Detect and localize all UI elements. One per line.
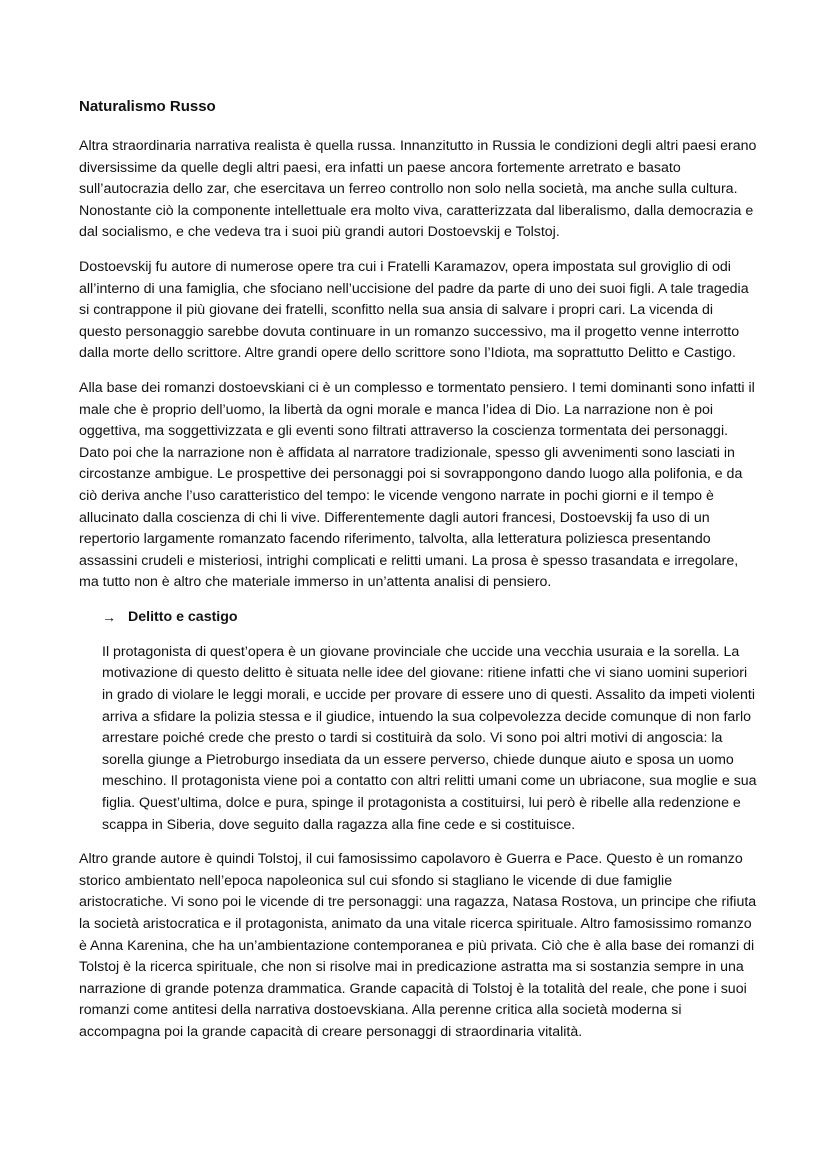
- paragraph-tolstoj: Altro grande autore è quindi Tolstoj, il cui famosissimo capolavoro è Guerra e Pace. Questo è un romanzo storico ambientato nell’epoca napoleonica sul cui sfondo si stagliano le vicende di due famiglie aristocratiche. Vi sono poi le vicende di tre personaggi: una ragazza, Natasa Rostova, un principe che rifiuta la società aristocratica e il protagonista, animato da una vitale ricerca spirituale. Altro famosissimo romanzo è Anna Karenina, che ha un’ambientazione contemporanea e più privata. Ciò che è alla base dei romanzi di Tolstoj è la ricerca spirituale, che non si risolve mai in predicazione astratta ma si sostanzia sempre in una narrazione di grande potenza drammatica. Grande capacità di Tolstoj è la totalità del reale, che pone i suoi romanzi come antitesi della narrativa dostoevskiana. Alla perenne critica alla società moderna si accompagna poi la grande capacità di creare personaggi di straordinaria vitalità.: [79, 851, 757, 1040]
- document-page: [79, 96, 759, 1057]
- paragraph-dostoevskij-themes: Alla base dei romanzi dostoevskiani ci è un complesso e tormentato pensiero. I temi dominanti sono infatti il male che è proprio dell’uomo, la libertà da ogni morale e manca l’idea di Dio. La narrazione non è poi oggettiva, ma soggettivizzata e gli eventi sono filtrati attraverso la coscienza tormentata dei personaggi. Dato poi che la narrazione non è affidata al narratore tradizionale, spesso gli avvenimenti sono lasciati in circostanze ambigue. Le prospettive dei personaggi poi si sovrappongono dando luogo alla polifonia, e da ciò deriva anche l’uso caratteristico del tempo: le vicende vengono narrate in pochi giorni e il tempo è allucinato dalla coscienza di chi li vive. Differentemente dagli autori francesi, Dostoevskij fa uso di un repertorio largamente romanzato facendo riferimento, talvolta, alla letteratura poliziesca presentando assassini crudeli e misteriosi, intrighi complicati e relitti umani. La prosa è spesso trasandata e irregolare, ma tutto non è altro che materiale immerso in un’attenta analisi di pensiero.: [79, 379, 755, 591]
- subsection-title: Delitto e castigo: [128, 608, 238, 625]
- arrow-right-icon: →: [102, 608, 116, 625]
- paragraph-delitto-e-castigo: Il protagonista di quest’opera è un giovane provinciale che uccide una vecchia usuraia e la sorella. La motivazione di questo delitto è situata nelle idee del giovane: ritiene infatti che vi siano uomini superiori in grado di violare le leggi morali, e uccide per provare di essere uno di questi. Assalito da impeti violenti arriva a sfidare la polizia stessa e il giudice, intuendo la sua colpevolezza decide comunque di non farlo arrestare poiché crede che presto o tardi si costituirà da solo. Vi sono poi altri motivi di angoscia: la sorella giunge a Pietroburgo insediata da un essere perverso, chiede dunque aiuto e sposa un uomo meschino. Il protagonista viene poi a contatto con altri relitti umani come un ubriacone, sua moglie e sua figlia. Quest’ultima, dolce e pura, spinge il protagonista a costituirsi, lui però è ribelle alla redenzione e scappa in Siberia, dove seguito dalla ragazza alla fine cede e si costituisce.: [102, 643, 757, 833]
- document-title: Naturalismo Russo: [79, 98, 216, 115]
- paragraph-intro: Altra straordinaria narrativa realista è quella russa. Innanzitutto in Russia le condizioni degli altri paesi erano diversissime da quelle degli altri paesi, era infatti un paese ancora fortemente arretrato e basato sull’autocrazia dello zar, che esercitava un ferreo controllo non solo nella società, ma anche sulla cultura. Nonostante ciò la componente intellettuale era molto viva, caratterizzata dal liberalismo, dalla democrazia e dal socialismo, e che vedeva tra i suoi più grandi autori Dostoevskij e Tolstoj.: [79, 138, 757, 241]
- paragraph-dostoevskij-works: Dostoevskij fu autore di numerose opere tra cui i Fratelli Karamazov, opera impostata sul groviglio di odi all’interno di una famiglia, che sfociano nell’uccisione del padre da parte di uno dei suoi figli. A tale tragedia si contrappone il più giovane dei fratelli, sconfitto nella sua ansia di salvare i propri cari. La vicenda di questo personaggio sarebbe dovuta continuare in un romanzo successivo, ma il progetto venne interrotto dalla morte dello scrittore. Altre grandi opere dello scrittore sono l’Idiota, ma soprattutto Delitto e Castigo.: [79, 258, 749, 362]
- subsection-heading: [102, 607, 759, 628]
